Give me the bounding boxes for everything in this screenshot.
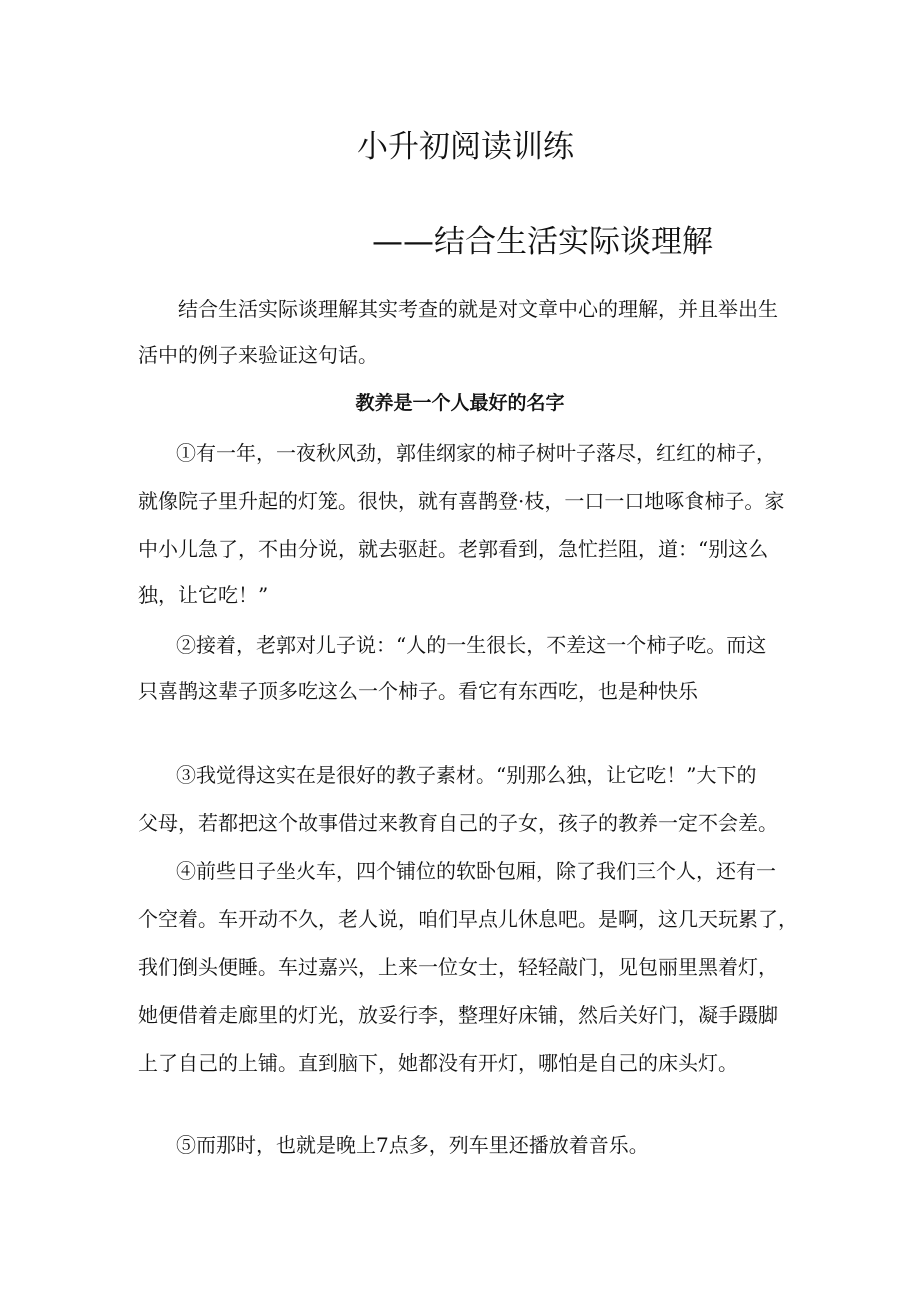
story-title: 教养是一个人最好的名字	[355, 392, 565, 414]
intro-line: 活中的例子来验证这句话。	[138, 343, 378, 367]
intro-line: 结合生活实际谈理解其实考查的就是对文章中心的理解，并且举出生	[178, 297, 778, 321]
paragraph-line: ④前些日子坐火车，四个铺位的软卧包厢，除了我们三个人，还有一	[176, 859, 776, 883]
page-title: 小升初阅读训练	[357, 129, 574, 165]
paragraph-line: 中小儿急了，不由分说，就去驱赶。老郭看到，急忙拦阻，道：“别这么	[138, 537, 769, 561]
paragraph-line: ②接着，老郭对儿子说：“人的一生很长，不差这一个柿子吃。而这	[176, 633, 767, 657]
paragraph-line: 父母，若都把这个故事借过来教育自己的子女，孩子的教养一定不会差。	[138, 811, 778, 835]
paragraph-line: ⑤而那时，也就是晚上7点多，列车里还播放着音乐。	[176, 1133, 649, 1157]
paragraph-line: ③我觉得这实在是很好的教子素材。“别那么独，让它吃！”大下的	[176, 763, 757, 787]
paragraph-line: ①有一年，一夜秋风劲，郭佳纲家的柿子树叶子落尽，红红的柿子，	[176, 441, 776, 465]
paragraph-line: 上了自己的上铺。直到脑下，她都没有开灯，哪怕是自己的床头灯。	[138, 1051, 738, 1075]
paragraph-line: 她便借着走廊里的灯光，放妥行李，整理好床铺，然后关好门，凝手蹑脚	[138, 1003, 778, 1027]
paragraph-line: 就像院子里升起的灯笼。很快，就有喜鹊登·枝，一口一口地啄食柿子。家	[138, 489, 785, 513]
paragraph-line: 个空着。车开动不久，老人说，咱们早点儿休息吧。是啊，这几天玩累了，	[138, 907, 798, 931]
paragraph-line: 我们倒头便睡。车过嘉兴，上来一位女士，轻轻敲门，见包丽里黑着灯，	[138, 955, 778, 979]
paragraph-line: 只喜鹊这辈子顶多吃这么一个柿子。看它有东西吃，也是种快乐	[138, 679, 698, 703]
page-subtitle: ——结合生活实际谈理解	[372, 224, 713, 260]
paragraph-line: 独，让它吃！”	[138, 583, 269, 607]
